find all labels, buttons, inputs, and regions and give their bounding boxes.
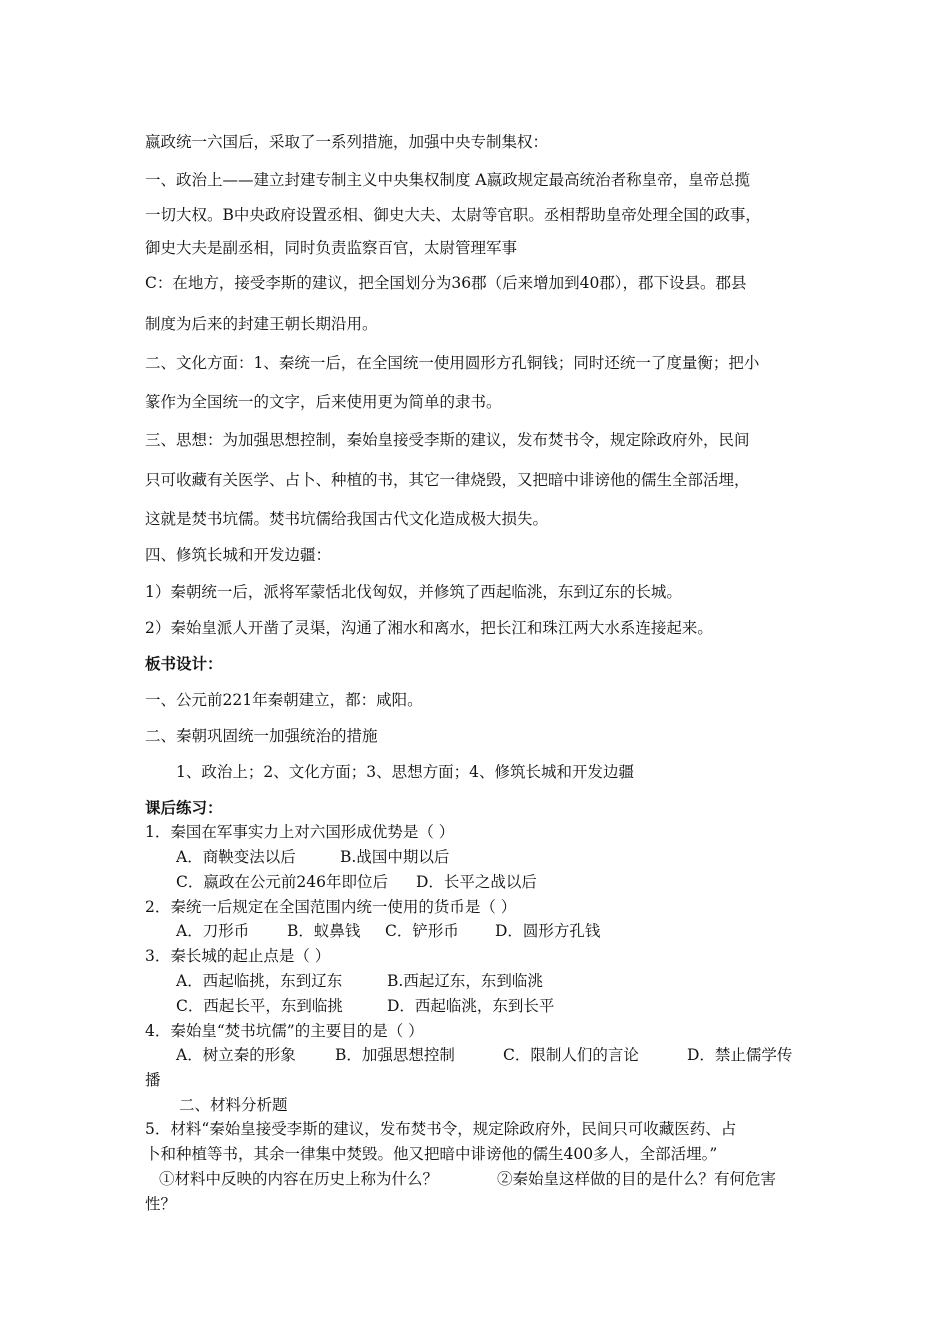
thought-line-2: 只可收藏有关医学、占卜、种植的书，其它一律烧毁，又把暗中诽谤他的儒生全部活埋， xyxy=(145,471,750,489)
thought-line-1: 三、思想：为加强思想控制，秦始皇接受李斯的建议，发布焚书令，规定除政府外，民间 xyxy=(145,431,750,449)
q1-option-c: C．嬴政在公元前246年即位后 xyxy=(176,873,388,891)
politics-line-3: 御史大夫是副丞相，同时负责监察百官，太尉管理军事 xyxy=(145,239,518,257)
question-5-line-1: 5．材料“秦始皇接受李斯的建议，发布焚书令，规定除政府外，民间只可收藏医药、占 xyxy=(145,1120,737,1138)
wall-line-1: 四、修筑长城和开发边疆： xyxy=(145,546,332,564)
part-two-heading: 二、材料分析题 xyxy=(179,1096,288,1114)
q3-option-d: D．西起临洮，东到长平 xyxy=(387,997,555,1015)
q1-option-a: A．商鞅变法以后 xyxy=(176,848,296,866)
q2-option-b: B．蚁鼻钱 xyxy=(287,922,361,940)
q2-option-d: D．圆形方孔钱 xyxy=(495,922,601,940)
question-5-sub-2: ②秦始皇这样做的目的是什么？有何危害 xyxy=(497,1170,777,1188)
question-3: 3．秦长城的起止点是（ ） xyxy=(145,947,331,965)
q2-option-a: A．刀形币 xyxy=(176,922,250,940)
q4-option-d-wrap: 播 xyxy=(145,1071,161,1089)
question-5-sub-1: ①材料中反映的内容在历史上称为什么？ xyxy=(159,1170,439,1188)
question-5-line-4: 性？ xyxy=(145,1195,177,1213)
q4-option-c: C．限制人们的言论 xyxy=(503,1046,639,1064)
q4-option-a: A．树立秦的形象 xyxy=(176,1046,296,1064)
q4-option-b: B．加强思想控制 xyxy=(335,1046,455,1064)
question-2: 2．秦统一后规定在全国范围内统一使用的货币是（ ） xyxy=(145,898,517,916)
question-4: 4．秦始皇“焚书坑儒”的主要目的是（ ） xyxy=(145,1022,424,1040)
politics-line-5: 制度为后来的封建王朝长期沿用。 xyxy=(145,315,378,333)
q3-option-a: A．西起临挑，东到辽东 xyxy=(176,972,343,990)
politics-line-4: C：在地方，接受李斯的建议，把全国划分为36郡（后来增加到40郡），郡下设县。郡县 xyxy=(145,274,747,292)
wall-line-2: 1）秦朝统一后，派将军蒙恬北伐匈奴，并修筑了西起临洮，东到辽东的长城。 xyxy=(145,583,682,601)
board-line-1: 一、公元前221年秦朝建立，都：咸阳。 xyxy=(145,691,423,709)
politics-line-1: 一、政治上——建立封建专制主义中央集权制度 A嬴政规定最高统治者称皇帝，皇帝总揽 xyxy=(145,171,751,189)
board-heading: 板书设计： xyxy=(145,655,223,673)
intro-line: 嬴政统一六国后，采取了一系列措施，加强中央专制集权： xyxy=(145,133,549,151)
q3-option-c: C．西起长平，东到临挑 xyxy=(176,997,343,1015)
q4-option-d: D．禁止儒学传 xyxy=(687,1046,793,1064)
question-5-line-2: 卜和种植等书，其余一律集中焚毁。他又把暗中诽谤他的儒生400多人，全部活埋。” xyxy=(145,1145,718,1163)
q2-option-c: C．铲形币 xyxy=(385,922,459,940)
board-line-3: 1、政治上；2、文化方面；3、思想方面；4、修筑长城和开发边疆 xyxy=(176,763,634,781)
wall-line-3: 2）秦始皇派人开凿了灵渠，沟通了湘水和离水，把长江和珠江两大水系连接起来。 xyxy=(145,619,713,637)
politics-line-2: 一切大权。B中央政府设置丞相、御史大夫、太尉等官职。丞相帮助皇帝处理全国的政事， xyxy=(145,206,761,224)
exercise-heading: 课后练习： xyxy=(145,799,223,817)
q3-option-b: B.西起辽东，东到临洮 xyxy=(387,972,543,990)
q1-option-b: B.战国中期以后 xyxy=(340,848,450,866)
culture-line-1: 二、文化方面：1、秦统一后，在全国统一使用圆形方孔铜钱；同时还统一了度量衡；把小 xyxy=(145,354,760,372)
culture-line-2: 篆作为全国统一的文字，后来使用更为简单的隶书。 xyxy=(145,393,502,411)
question-1: 1．秦国在军事实力上对六国形成优势是（ ） xyxy=(145,823,455,841)
board-line-2: 二、秦朝巩固统一加强统治的措施 xyxy=(145,727,378,745)
thought-line-3: 这就是焚书坑儒。焚书坑儒给我国古代文化造成极大损失。 xyxy=(145,510,549,528)
q1-option-d: D．长平之战以后 xyxy=(416,873,537,891)
